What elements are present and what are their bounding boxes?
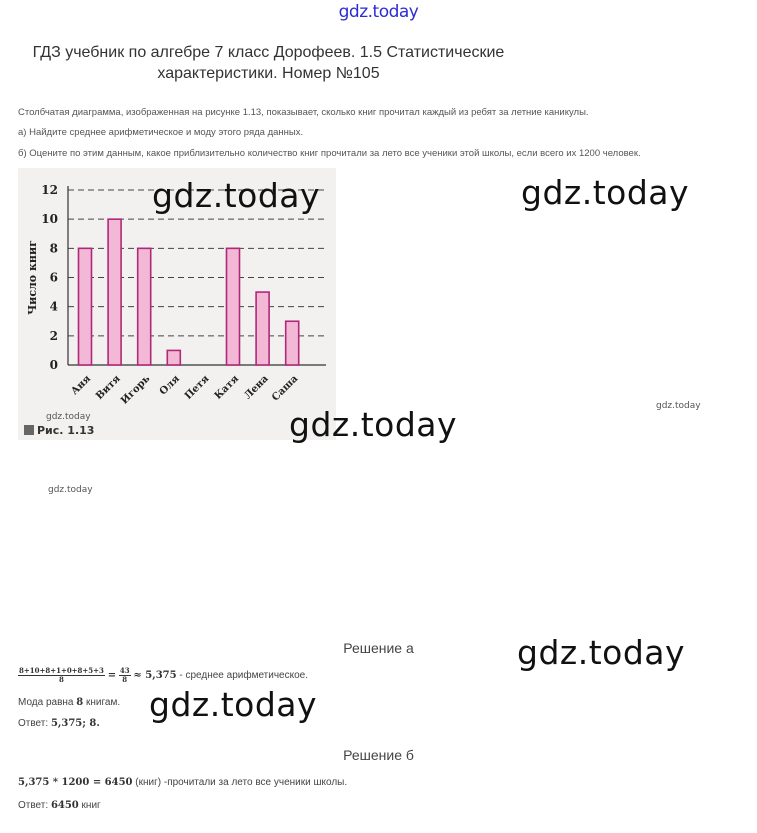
solution-a-mode (18, 697, 120, 708)
solution-a-answer (18, 718, 100, 729)
x-tick-label: Игорь (119, 373, 153, 407)
solution-b-heading: Решение б (343, 747, 414, 763)
solution-b-answer (18, 800, 101, 811)
watermark-small: gdz.today (48, 485, 93, 495)
page-title-line-2: характеристики. Номер №105 (157, 65, 380, 82)
problem-part-b: б) Оцените по этим данным, какое приблизительно количество книг прочитали за лето все ученики этой школы, если всего их 1200 человек. (18, 148, 641, 159)
x-tick-label: Саша (270, 373, 301, 404)
figure-marker-icon (24, 425, 34, 435)
watermark: gdz.today (521, 173, 690, 212)
x-tick-label: Аня (69, 373, 94, 398)
fraction-denominator: 8 (122, 675, 128, 684)
solution-b-calc (18, 777, 347, 788)
answer-value: 5,375; 8. (50, 718, 100, 729)
y-tick-label: 2 (49, 328, 58, 343)
x-tick-label: Петя (182, 373, 212, 402)
bar (167, 350, 180, 365)
page-title-line-1: ГДЗ учебник по алгебре 7 класс Дорофеев. 1.5 Статистические (32, 44, 505, 61)
x-tick-label: Катя (212, 373, 242, 402)
answer-suffix: книг (78, 800, 101, 811)
y-tick-label: 6 (49, 270, 58, 285)
bar (286, 321, 299, 365)
fraction-denominator: 8 (59, 675, 64, 684)
result-fraction (119, 667, 131, 684)
watermark: gdz.today (149, 685, 318, 724)
mode-suffix: книгам. (83, 697, 121, 708)
site-logo[interactable]: gdz.today (338, 2, 419, 22)
mean-fraction (18, 667, 105, 684)
x-tick-label: Оля (157, 373, 182, 398)
watermark-small: gdz.today (46, 412, 91, 422)
problem-part-a: а) Найдите среднее арифметическое и моду этого ряда данных. (18, 127, 304, 138)
bar (138, 248, 151, 365)
answer-prefix: Ответ: (18, 718, 51, 729)
mean-caption: - среднее арифметическое. (176, 670, 308, 682)
bar (227, 248, 240, 365)
bar (108, 219, 121, 365)
watermark: gdz.today (517, 633, 686, 672)
answer-value: 6450 (50, 800, 79, 811)
figure-caption-text: Рис. 1.13 (37, 424, 95, 437)
page-title (0, 42, 537, 84)
calc-expression: 5,375 * 1200 = 6450 (18, 777, 133, 788)
bar (256, 292, 269, 365)
solution-a-heading: Решение а (343, 640, 414, 656)
watermark-small: gdz.today (656, 401, 701, 411)
calc-caption: (книг) -прочитали за лето все ученики школы. (132, 777, 348, 788)
y-tick-label: 0 (49, 358, 58, 372)
fraction-numerator: 8+10+8+1+0+8+5+3 (19, 666, 104, 675)
mean-value: ≈ 5,375 (133, 670, 177, 682)
equals-sign: = (107, 670, 117, 682)
y-axis-label: Число книг (26, 240, 39, 315)
watermark: gdz.today (152, 176, 321, 215)
y-tick-label: 8 (49, 241, 58, 256)
answer-prefix: Ответ: (18, 800, 51, 811)
solution-a-mean (18, 667, 308, 684)
bar (79, 248, 92, 365)
mode-value: 8 (76, 697, 84, 708)
fraction-numerator: 43 (119, 666, 130, 675)
problem-statement: Столбчатая диаграмма, изображенная на рисунке 1.13, показывает, сколько книг прочитал каждый из ребят за летние каникулы. (18, 107, 589, 118)
y-tick-label: 12 (41, 183, 58, 197)
y-tick-label: 4 (49, 299, 58, 314)
mode-prefix: Мода равна (18, 697, 77, 708)
x-tick-label: Витя (94, 373, 123, 402)
x-tick-label: Лена (242, 373, 271, 402)
watermark: gdz.today (289, 405, 458, 444)
y-tick-label: 10 (41, 212, 58, 227)
figure-caption (24, 424, 94, 437)
